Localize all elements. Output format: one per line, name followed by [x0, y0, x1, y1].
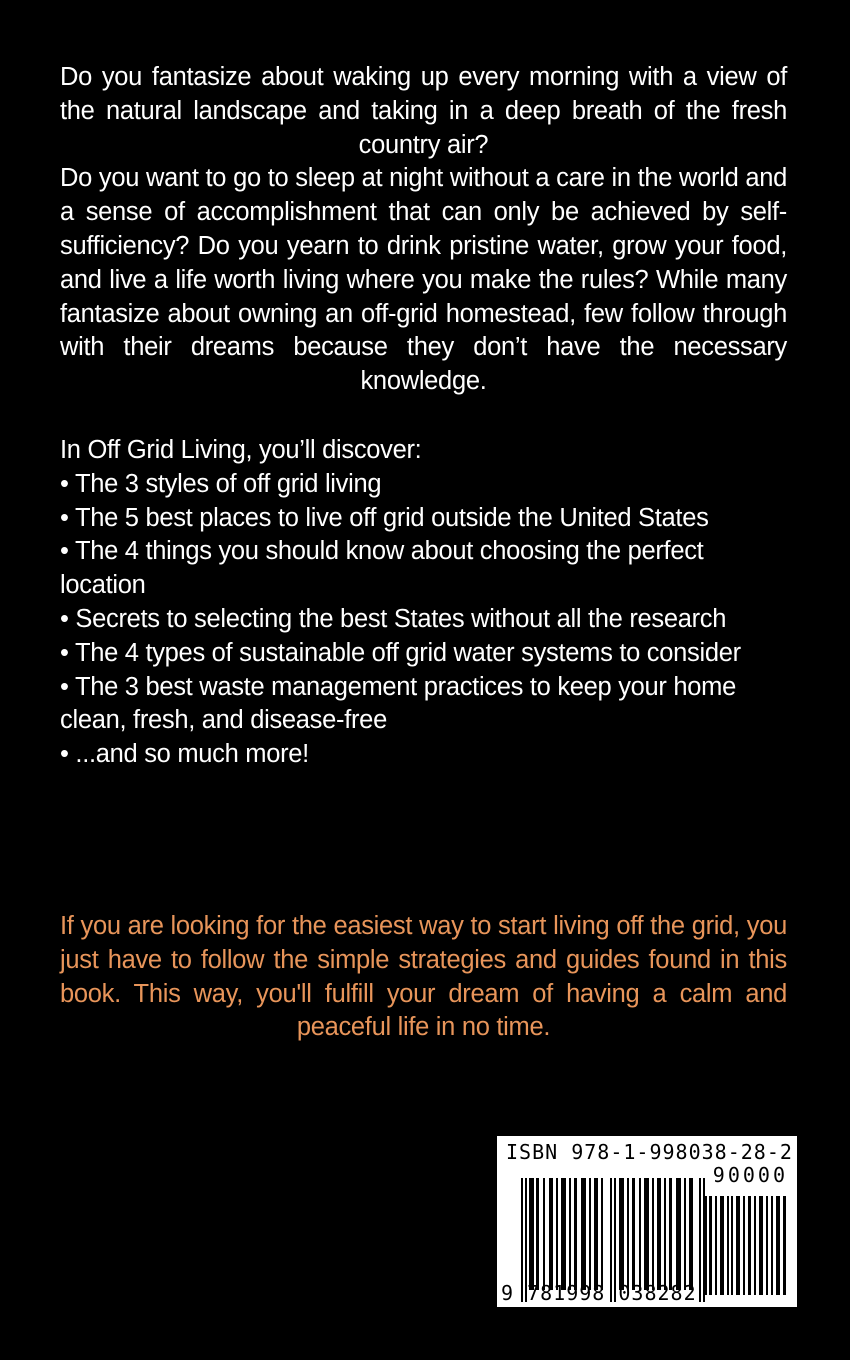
list-heading: In Off Grid Living, you’ll discover: — [60, 436, 422, 464]
list-item: • The 4 things you should know about choosing the perfect location — [60, 537, 704, 600]
price-addon-number: 90000 — [712, 1163, 788, 1187]
intro-paragraph-2: Do you want to go to sleep at night without a care in the world and a sense of accomplishment that can only be achieved by self-sufficiency? Do you yearn to drink pristine water, grow your food, and live a life worth living where you make the rules? While many fantasize about owning an off-grid homestead, few follow through with their dreams because they don’t have the necessary knowledge. — [60, 164, 787, 396]
list-item: • The 5 best places to live off grid outside the United States — [60, 503, 709, 532]
list-item: • The 3 best waste management practices to keep your home clean, fresh, and disease-free — [60, 672, 736, 735]
isbn-label: ISBN 978-1-998038-28-2 — [506, 1140, 793, 1164]
list-item: • Secrets to selecting the best States without all the research — [60, 604, 727, 633]
ean-number: 9 781998 038282 — [501, 1281, 697, 1305]
intro-paragraph-1: Do you fantasize about waking up every morning with a view of the natural landscape and taking in a deep breath of the fresh country air? — [60, 63, 787, 159]
addon-bars-icon — [705, 1196, 787, 1295]
list-item: • The 3 styles of off grid living — [60, 469, 382, 498]
isbn-barcode — [497, 1136, 797, 1307]
call-to-action: If you are looking for the easiest way to start living off the grid, you just have to follow the simple strategies and guides found in this book. This way, you'll fulfill your dream of having a calm and peaceful life in no time. — [60, 912, 787, 1042]
feature-list — [60, 434, 787, 772]
list-item: • The 4 types of sustainable off grid water systems to consider — [60, 638, 741, 667]
list-item: • ...and so much more! — [60, 740, 309, 769]
intro-text — [60, 61, 787, 399]
